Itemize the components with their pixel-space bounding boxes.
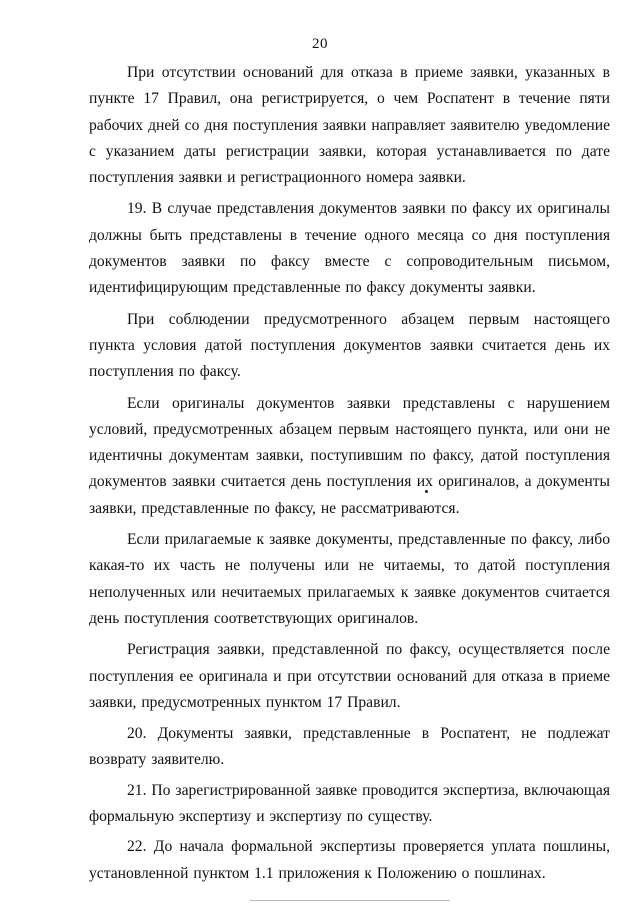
paragraph-registration: При отсутствии оснований для отказа в приеме заявки, указанных в пункте 17 Правил, она регистрируется, о чем Роспатент в течение пяти рабочих дней со дня поступления заявки направляет заявителю уведомление с указанием даты регистрации заявки, которая устанавливается по дате поступления заявки и регистрационного номера заявки.: [89, 64, 610, 187]
page-number: 20: [312, 36, 328, 52]
paragraph-item-20: 20. Документы заявки, представленные в Роспатент, не подлежат возврату заявителю.: [89, 725, 610, 769]
paragraph-item-22: 22. До начала формальной экспертизы проверяется уплата пошлины, установленной пунктом 1.1 приложения к Положению о пошлинах.: [89, 838, 610, 882]
paragraph-fax-registration: Регистрация заявки, представленной по факсу, осуществляется после поступления ее оригинала и при отсутствии оснований для отказа в приеме заявки, предусмотренных пунктом 17 Правил.: [89, 641, 610, 711]
paragraph-originals-violation: Если оригиналы документов заявки представлены с нарушением условий, предусмотренных абзацем первым настоящего пункта, или они не идентичны документам заявки, поступившим по факсу, датой поступления документов заявки считается день поступления их оригиналов, а документы заявки, представленные по факсу, не рассматриваются.: [89, 394, 610, 517]
scan-speck: [425, 490, 428, 493]
scan-edge-line: [250, 900, 450, 901]
paragraph-item-19: 19. В случае представления документов заявки по факсу их оригиналы должны быть представлены в течение одного месяца со дня поступления документов заявки по факсу вместе с сопроводительным письмом, идентифицирующим представленные по факсу документы заявки.: [89, 200, 610, 297]
paragraph-fax-date: При соблюдении предусмотренного абзацем первым настоящего пункта условия датой поступления документов заявки считается день их поступления по факсу.: [89, 310, 610, 381]
paragraph-unreadable-documents: Если прилагаемые к заявке документы, представленные по факсу, либо какая-то их часть не получены или не читаемы, то датой поступления неполученных или нечитаемых прилагаемых к заявке документов считается день поступления соответствующих оригиналов.: [89, 531, 610, 627]
paragraph-item-21: 21. По зарегистрированной заявке проводится экспертиза, включающая формальную экспертизу и экспертизу по существу.: [89, 781, 610, 826]
document-body: [89, 60, 610, 891]
